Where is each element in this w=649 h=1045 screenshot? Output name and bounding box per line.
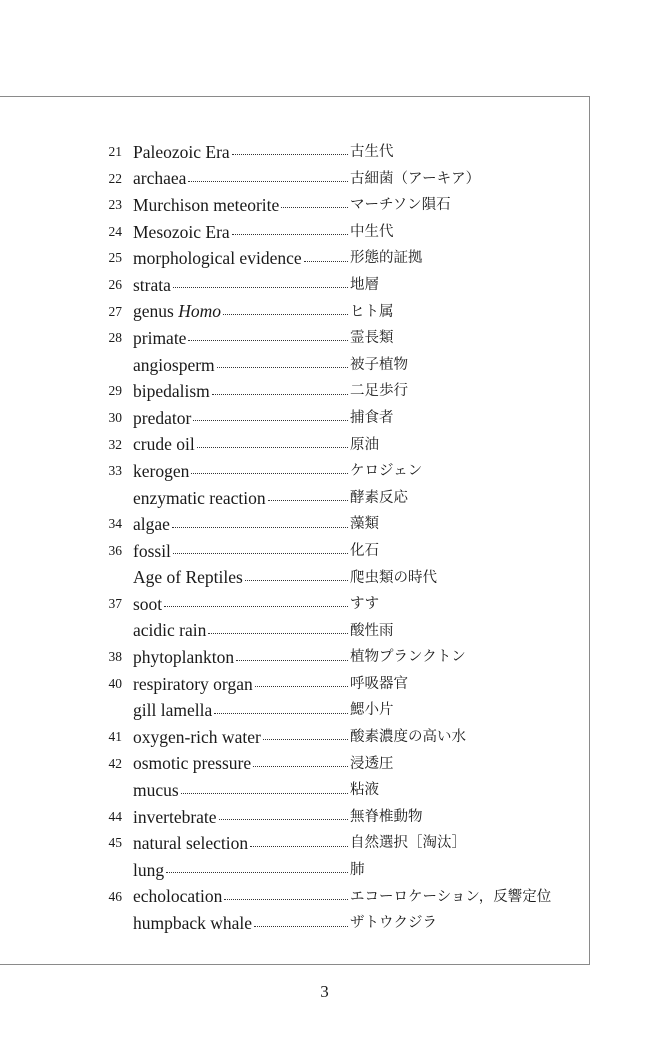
glossary-entry	[0, 910, 600, 937]
glossary-entry	[0, 618, 600, 645]
english-term: phytoplankton	[133, 647, 235, 668]
page-ref: 30	[108, 409, 122, 425]
page-ref: 38	[108, 649, 122, 665]
page-ref: 23	[108, 197, 122, 213]
dot-leader	[164, 606, 348, 607]
japanese-term: 植物プランクトン	[350, 649, 466, 666]
dot-leader	[219, 819, 348, 820]
glossary-entry	[0, 272, 600, 299]
japanese-term: 形態的証拠	[350, 250, 423, 267]
dot-leader	[193, 420, 348, 421]
page-ref	[96, 565, 122, 592]
glossary-entry	[0, 299, 600, 326]
dot-leader	[245, 580, 348, 581]
dot-leader	[255, 686, 348, 687]
japanese-term: 呼吸器官	[350, 675, 408, 692]
dot-leader	[217, 367, 348, 368]
glossary-entry	[0, 724, 600, 751]
english-term: fossil	[133, 540, 171, 561]
dot-leader	[254, 926, 348, 927]
japanese-term: すす	[350, 596, 380, 613]
glossary-entry	[0, 857, 600, 884]
dot-leader	[224, 899, 348, 900]
japanese-term: 鰓小片	[350, 702, 394, 719]
english-term: archaea	[133, 168, 187, 189]
glossary-entry	[0, 777, 600, 804]
dot-leader	[232, 234, 348, 235]
page-ref: 32	[108, 436, 122, 452]
glossary-entry	[0, 139, 600, 166]
dot-leader	[214, 713, 348, 714]
japanese-term: 爬虫類の時代	[350, 569, 437, 586]
glossary-entry	[0, 644, 600, 671]
dot-leader	[188, 340, 348, 341]
english-term: predator	[133, 407, 192, 428]
dot-leader	[253, 766, 348, 767]
page-ref: 29	[108, 383, 122, 399]
english-term: strata	[133, 274, 171, 295]
page-ref: 33	[108, 463, 122, 479]
english-term: angiosperm	[133, 354, 215, 375]
english-term: morphological evidence	[133, 248, 302, 269]
japanese-term: 古生代	[350, 144, 394, 160]
dot-leader	[181, 793, 348, 794]
page-ref: 41	[108, 729, 122, 745]
glossary-entry	[0, 804, 600, 831]
dot-leader	[304, 261, 348, 262]
page-ref	[96, 485, 122, 512]
japanese-term: 浸透圧	[350, 755, 394, 772]
english-term	[133, 301, 221, 322]
page-ref: 46	[108, 888, 122, 904]
glossary-entry	[0, 565, 600, 592]
dot-leader	[166, 872, 348, 873]
english-term: mucus	[133, 780, 179, 801]
page-ref: 45	[108, 835, 122, 851]
glossary-entry	[0, 219, 600, 246]
english-term: soot	[133, 593, 163, 614]
glossary-entry	[0, 432, 600, 459]
glossary-entry	[0, 671, 600, 698]
english-term: humpback whale	[133, 913, 253, 934]
dot-leader	[172, 527, 348, 528]
japanese-term: 捕食者	[350, 409, 394, 426]
glossary-entry	[0, 511, 600, 538]
japanese-term: 酸素濃度の高い水	[350, 729, 466, 746]
glossary-entry	[0, 325, 600, 352]
english-term: natural selection	[133, 833, 249, 854]
dot-leader	[191, 473, 348, 474]
glossary-entry	[0, 884, 600, 911]
page-ref	[96, 857, 122, 884]
page-ref	[96, 777, 122, 804]
dot-leader	[250, 846, 348, 847]
english-term: oxygen-rich water	[133, 726, 261, 747]
glossary-list	[0, 139, 600, 937]
japanese-term: ヒト属	[350, 303, 394, 320]
glossary-entry	[0, 458, 600, 485]
glossary-entry	[0, 830, 600, 857]
english-term: bipedalism	[133, 381, 210, 402]
english-term: gill lamella	[133, 700, 213, 721]
page-ref: 37	[108, 596, 122, 612]
english-term: echolocation	[133, 886, 223, 907]
english-term: Paleozoic Era	[133, 141, 230, 162]
english-term: crude oil	[133, 434, 195, 455]
japanese-term: 自然選択［淘汰］	[350, 835, 466, 852]
english-term: invertebrate	[133, 806, 217, 827]
page-ref: 44	[108, 808, 122, 824]
japanese-term: エコーロケーション，反響定位	[350, 888, 552, 905]
dot-leader	[208, 633, 348, 634]
japanese-term: 粘液	[350, 782, 379, 799]
page-number: 3	[320, 982, 329, 1001]
english-term: enzymatic reaction	[133, 487, 266, 508]
english-term: algae	[133, 514, 170, 535]
page-ref	[96, 697, 122, 724]
dot-leader	[223, 314, 348, 315]
dot-leader	[212, 394, 348, 395]
glossary-entry	[0, 485, 600, 512]
dot-leader	[236, 660, 348, 661]
page-ref: 36	[108, 542, 122, 558]
page-ref: 22	[108, 170, 122, 186]
glossary-entry	[0, 245, 600, 272]
page-ref	[96, 910, 122, 937]
glossary-entry	[0, 751, 600, 778]
japanese-term: マーチソン隕石	[350, 197, 451, 214]
english-term-roman: genus	[133, 301, 179, 322]
page-ref: 40	[108, 675, 122, 691]
page-ref: 24	[108, 223, 122, 239]
japanese-term: 酵素反応	[350, 489, 408, 506]
english-term: acidic rain	[133, 620, 207, 641]
english-term: primate	[133, 327, 187, 348]
japanese-term: 肺	[350, 862, 365, 879]
english-term: respiratory organ	[133, 673, 253, 694]
japanese-term: ザトウクジラ	[350, 915, 437, 932]
glossary-entry	[0, 166, 600, 193]
english-term: lung	[133, 859, 165, 880]
english-term: Murchison meteorite	[133, 194, 280, 215]
glossary-entry	[0, 352, 600, 379]
glossary-entry	[0, 697, 600, 724]
glossary-entry	[0, 591, 600, 618]
japanese-term: 被子植物	[350, 356, 408, 373]
dot-leader	[173, 553, 348, 554]
english-term: Age of Reptiles	[133, 567, 243, 588]
dot-leader	[281, 207, 348, 208]
japanese-term: 古細菌（アーキア）	[350, 170, 481, 187]
japanese-term: 藻類	[350, 516, 379, 533]
page-ref: 28	[108, 330, 122, 346]
english-term-italic: Homo	[178, 301, 221, 322]
japanese-term: 原油	[350, 436, 379, 453]
japanese-term: 二足歩行	[350, 383, 408, 400]
glossary-entry	[0, 378, 600, 405]
dot-leader	[268, 500, 348, 501]
glossary-entry	[0, 405, 600, 432]
page-ref: 34	[108, 516, 122, 532]
dot-leader	[232, 154, 348, 155]
page-ref: 42	[108, 755, 122, 771]
page-ref	[96, 618, 122, 645]
japanese-term: 化石	[350, 542, 379, 559]
english-term: osmotic pressure	[133, 753, 252, 774]
page-ref: 25	[108, 250, 122, 266]
japanese-term: 中生代	[350, 223, 394, 240]
dot-leader	[263, 739, 348, 740]
japanese-term: 霊長類	[350, 330, 394, 347]
page-ref: 26	[108, 276, 122, 292]
japanese-term: 酸性雨	[350, 622, 394, 639]
english-term: kerogen	[133, 460, 190, 481]
glossary-entry	[0, 538, 600, 565]
page-ref: 27	[108, 303, 122, 319]
japanese-term: 無脊椎動物	[350, 808, 423, 825]
japanese-term: ケロジェン	[350, 463, 423, 480]
page-ref	[96, 352, 122, 379]
english-term: Mesozoic Era	[133, 221, 230, 242]
page-ref: 21	[108, 144, 122, 159]
dot-leader	[188, 181, 348, 182]
glossary-entry	[0, 192, 600, 219]
japanese-term: 地層	[350, 276, 379, 293]
dot-leader	[197, 447, 348, 448]
dot-leader	[173, 287, 348, 288]
